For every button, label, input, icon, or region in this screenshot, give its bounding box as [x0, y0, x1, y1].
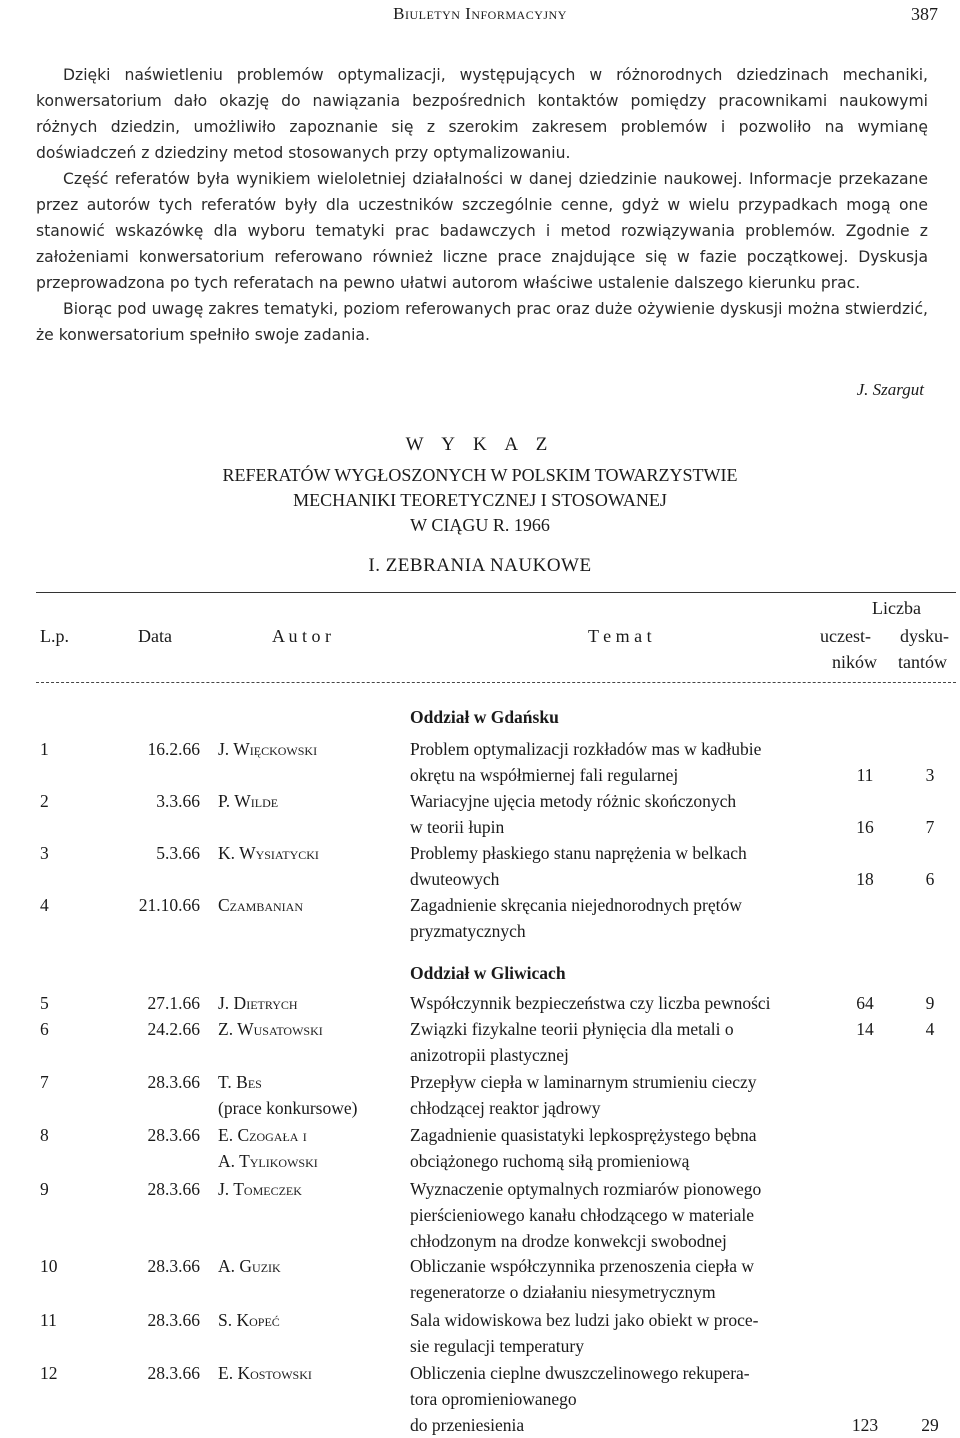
page-header — [0, 0, 960, 30]
topic-line: Wyznaczenie optymalnych rozmiarów pionowego — [410, 1179, 762, 1199]
topic-line: Przepływ ciepła w laminarnym strumieniu cieczy — [410, 1072, 757, 1092]
topic-line: dwuteowych — [410, 869, 500, 889]
department-heading: Oddział w Gliwicach — [410, 963, 566, 983]
topic-line: obciążonego ruchomą siłą promieniową — [410, 1151, 690, 1171]
col-author: A u t o r — [272, 626, 332, 646]
cell-date: 28.3.66 — [147, 1310, 200, 1330]
cell-topic — [410, 1360, 838, 1438]
cell-lp: 2 — [40, 791, 49, 811]
cell-date: 5.3.66 — [156, 843, 200, 863]
cell-topic — [410, 892, 838, 944]
section-title: I. ZEBRANIA NAUKOWE — [368, 555, 592, 576]
cell-lp: 9 — [40, 1179, 49, 1199]
topic-line: anizotropii plastycznej — [410, 1045, 569, 1065]
cell-date: 28.3.66 — [147, 1125, 200, 1145]
col-date: Data — [138, 626, 172, 646]
cell-discussants: 29 — [921, 1415, 939, 1435]
cell-author — [218, 1176, 408, 1202]
cell-date: 3.3.66 — [156, 791, 200, 811]
cell-lp: 5 — [40, 993, 49, 1013]
cell-lp: 8 — [40, 1125, 49, 1145]
col-participants-2: ników — [832, 652, 877, 672]
author-line: S. Kopeć — [218, 1310, 280, 1330]
topic-line: w teorii łupin — [410, 817, 505, 837]
header-rule-bottom — [36, 682, 956, 683]
header-rule-top — [36, 592, 956, 593]
col-participants: uczest- — [820, 626, 871, 646]
department-heading: Oddział w Gdańsku — [410, 707, 559, 727]
cell-topic — [410, 1307, 838, 1359]
col-count: Liczba — [872, 598, 921, 618]
cell-author — [218, 1307, 408, 1333]
cell-author — [218, 1069, 408, 1121]
topic-line: tora opromieniowanego — [410, 1389, 577, 1409]
author-line: K. Wysiatycki — [218, 843, 319, 863]
col-lp: L.p. — [40, 626, 69, 646]
topic-line: Obliczanie współczynnika przenoszenia ciepła w — [410, 1256, 755, 1276]
cell-topic — [410, 1016, 838, 1068]
cell-topic — [410, 1176, 838, 1254]
cell-date: 21.10.66 — [138, 895, 200, 915]
cell-participants: 14 — [856, 1019, 874, 1039]
title-wykaz: W Y K A Z — [405, 434, 555, 455]
table-header — [0, 592, 960, 684]
topic-line: Zagadnienie skręcania niejednorodnych prętów — [410, 895, 742, 915]
cell-lp: 3 — [40, 843, 49, 863]
cell-author — [218, 1122, 408, 1174]
cell-lp: 10 — [40, 1256, 58, 1276]
cell-discussants: 4 — [925, 1019, 935, 1039]
topic-line: okrętu na współmiernej fali regularnej — [410, 765, 679, 785]
paragraph: Dzięki naświetleniu problemów optymalizacji, występujących w różnorodnych dziedzinach mechaniki, konwersatorium dało okazję do nawiązania bezpośrednich kontaktów pomiędzy pracownikami naukowymi różnych dziedzin, umożliwiło zapoznanie się z szerokim zakresem problemów i pozwoliło na wymianę doświadczeń z dziedziny metod stosowanych przy optymalizowaniu. — [36, 66, 928, 162]
col-discussants: dysku- — [900, 626, 949, 646]
topic-line: Wariacyjne ujęcia metody różnic skończonych — [410, 791, 737, 811]
title-line-3: W CIĄGU R. 1966 — [410, 515, 550, 535]
cell-author — [218, 990, 408, 1016]
cell-author — [218, 840, 408, 866]
cell-participants: 11 — [856, 765, 874, 785]
topic-line: Obliczenia cieplne dwuszczelinowego rekupera- — [410, 1363, 750, 1383]
author-line: E. Czogała i — [218, 1125, 307, 1145]
cell-discussants: 3 — [925, 765, 935, 785]
cell-date: 28.3.66 — [147, 1363, 200, 1383]
signature: J. Szargut — [856, 380, 924, 399]
body-text — [36, 62, 928, 348]
cell-topic — [410, 1069, 838, 1121]
cell-participants: 16 — [856, 817, 874, 837]
paragraph: Biorąc pod uwagę zakres tematyki, poziom referowanych prac oraz duże ożywienie dyskusji można stwierdzić, że konwersatorium spełniło swoje zadania. — [36, 300, 928, 344]
cell-author — [218, 1253, 408, 1279]
author-line: A. Tylikowski — [218, 1151, 318, 1171]
cell-date: 28.3.66 — [147, 1256, 200, 1276]
cell-discussants: 6 — [925, 869, 935, 889]
cell-author — [218, 736, 408, 762]
cell-topic — [410, 1253, 838, 1305]
cell-date: 16.2.66 — [147, 739, 200, 759]
title-line-2: MECHANIKI TEORETYCZNEJ I STOSOWANEJ — [293, 490, 667, 510]
running-title: Biuletyn Informacyjny — [393, 4, 567, 23]
topic-line: Współczynnik bezpieczeństwa czy liczba pewności — [410, 993, 771, 1013]
cell-date: 27.1.66 — [147, 993, 200, 1013]
topic-line: Związki fizykalne teorii płynięcia dla metali o — [410, 1019, 734, 1039]
cell-topic — [410, 736, 838, 788]
cell-author — [218, 1360, 408, 1386]
author-line: Z. Wusatowski — [218, 1019, 323, 1039]
author-line: E. Kostowski — [218, 1363, 312, 1383]
topic-line: pryzmatycznych — [410, 921, 526, 941]
topic-line: Problem optymalizacji rozkładów mas w kadłubie — [410, 739, 762, 759]
cell-lp: 6 — [40, 1019, 49, 1039]
author-line: J. Tomeczek — [218, 1179, 302, 1199]
topic-line: Zagadnienie quasistatyki lepkosprężystego bębna — [410, 1125, 757, 1145]
cell-participants: 64 — [856, 993, 874, 1013]
cell-date: 28.3.66 — [147, 1179, 200, 1199]
author-line: T. Bes — [218, 1072, 262, 1092]
author-line: P. Wilde — [218, 791, 279, 811]
col-discussants-2: tantów — [898, 652, 947, 672]
cell-date: 28.3.66 — [147, 1072, 200, 1092]
author-line: J. Dietrych — [218, 993, 298, 1013]
cell-lp: 11 — [40, 1310, 57, 1330]
cell-lp: 12 — [40, 1363, 58, 1383]
topic-line: pierścieniowego kanału chłodzącego w materiale — [410, 1205, 755, 1225]
topic-line: chłodzącej reaktor jądrowy — [410, 1098, 601, 1118]
cell-lp: 7 — [40, 1072, 49, 1092]
page-number: 387 — [911, 4, 938, 24]
list-title — [0, 432, 960, 538]
cell-date: 24.2.66 — [147, 1019, 200, 1039]
author-line: Czambanian — [218, 895, 304, 915]
cell-topic — [410, 788, 838, 840]
cell-author — [218, 892, 408, 918]
topic-line: sie regulacji temperatury — [410, 1336, 584, 1356]
cell-topic — [410, 840, 838, 892]
cell-author — [218, 1016, 408, 1042]
cell-discussants: 7 — [925, 817, 935, 837]
cell-participants: 18 — [856, 869, 874, 889]
paragraph: Część referatów była wynikiem wieloletniej działalności w danej dziedzinie naukowej. Informacje przekazane przez autorów tych referatów były dla uczestników szczególnie cenne, gdyż w wielu przypadkach mogą one stanowić wskazówkę dla wyboru tematyki prac badawczych i metod rozwiązywania problemów. Zgodnie z założeniami konwersatorium referowano również liczne prace znajdujące się w fazie początkowej. Dyskusja przeprowadzona po tych referatach na pewno ułatwi autorom właściwe ustalenie dalszego kierunku prac. — [36, 170, 928, 292]
topic-line: do przeniesienia — [410, 1415, 525, 1435]
author-line: J. Więckowski — [218, 739, 318, 759]
author-note: (prace konkursowe) — [218, 1098, 358, 1118]
cell-topic — [410, 990, 838, 1016]
col-topic: T e m a t — [588, 626, 652, 646]
topic-line: Sala widowiskowa bez ludzi jako obiekt w proce- — [410, 1310, 759, 1330]
title-line-1: REFERATÓW WYGŁOSZONYCH W POLSKIM TOWARZYSTWIE — [222, 465, 738, 485]
cell-lp: 1 — [40, 739, 49, 759]
author-line: A. Guzik — [218, 1256, 281, 1276]
topic-line: regeneratorze o działaniu niesymetrycznym — [410, 1282, 716, 1302]
cell-participants: 123 — [851, 1415, 879, 1435]
topic-line: Problemy płaskiego stanu naprężenia w belkach — [410, 843, 747, 863]
cell-topic — [410, 1122, 838, 1174]
cell-author — [218, 788, 408, 814]
cell-lp: 4 — [40, 895, 49, 915]
topic-line: chłodzonym na drodze konwekcji swobodnej — [410, 1231, 727, 1251]
cell-discussants: 9 — [925, 993, 935, 1013]
